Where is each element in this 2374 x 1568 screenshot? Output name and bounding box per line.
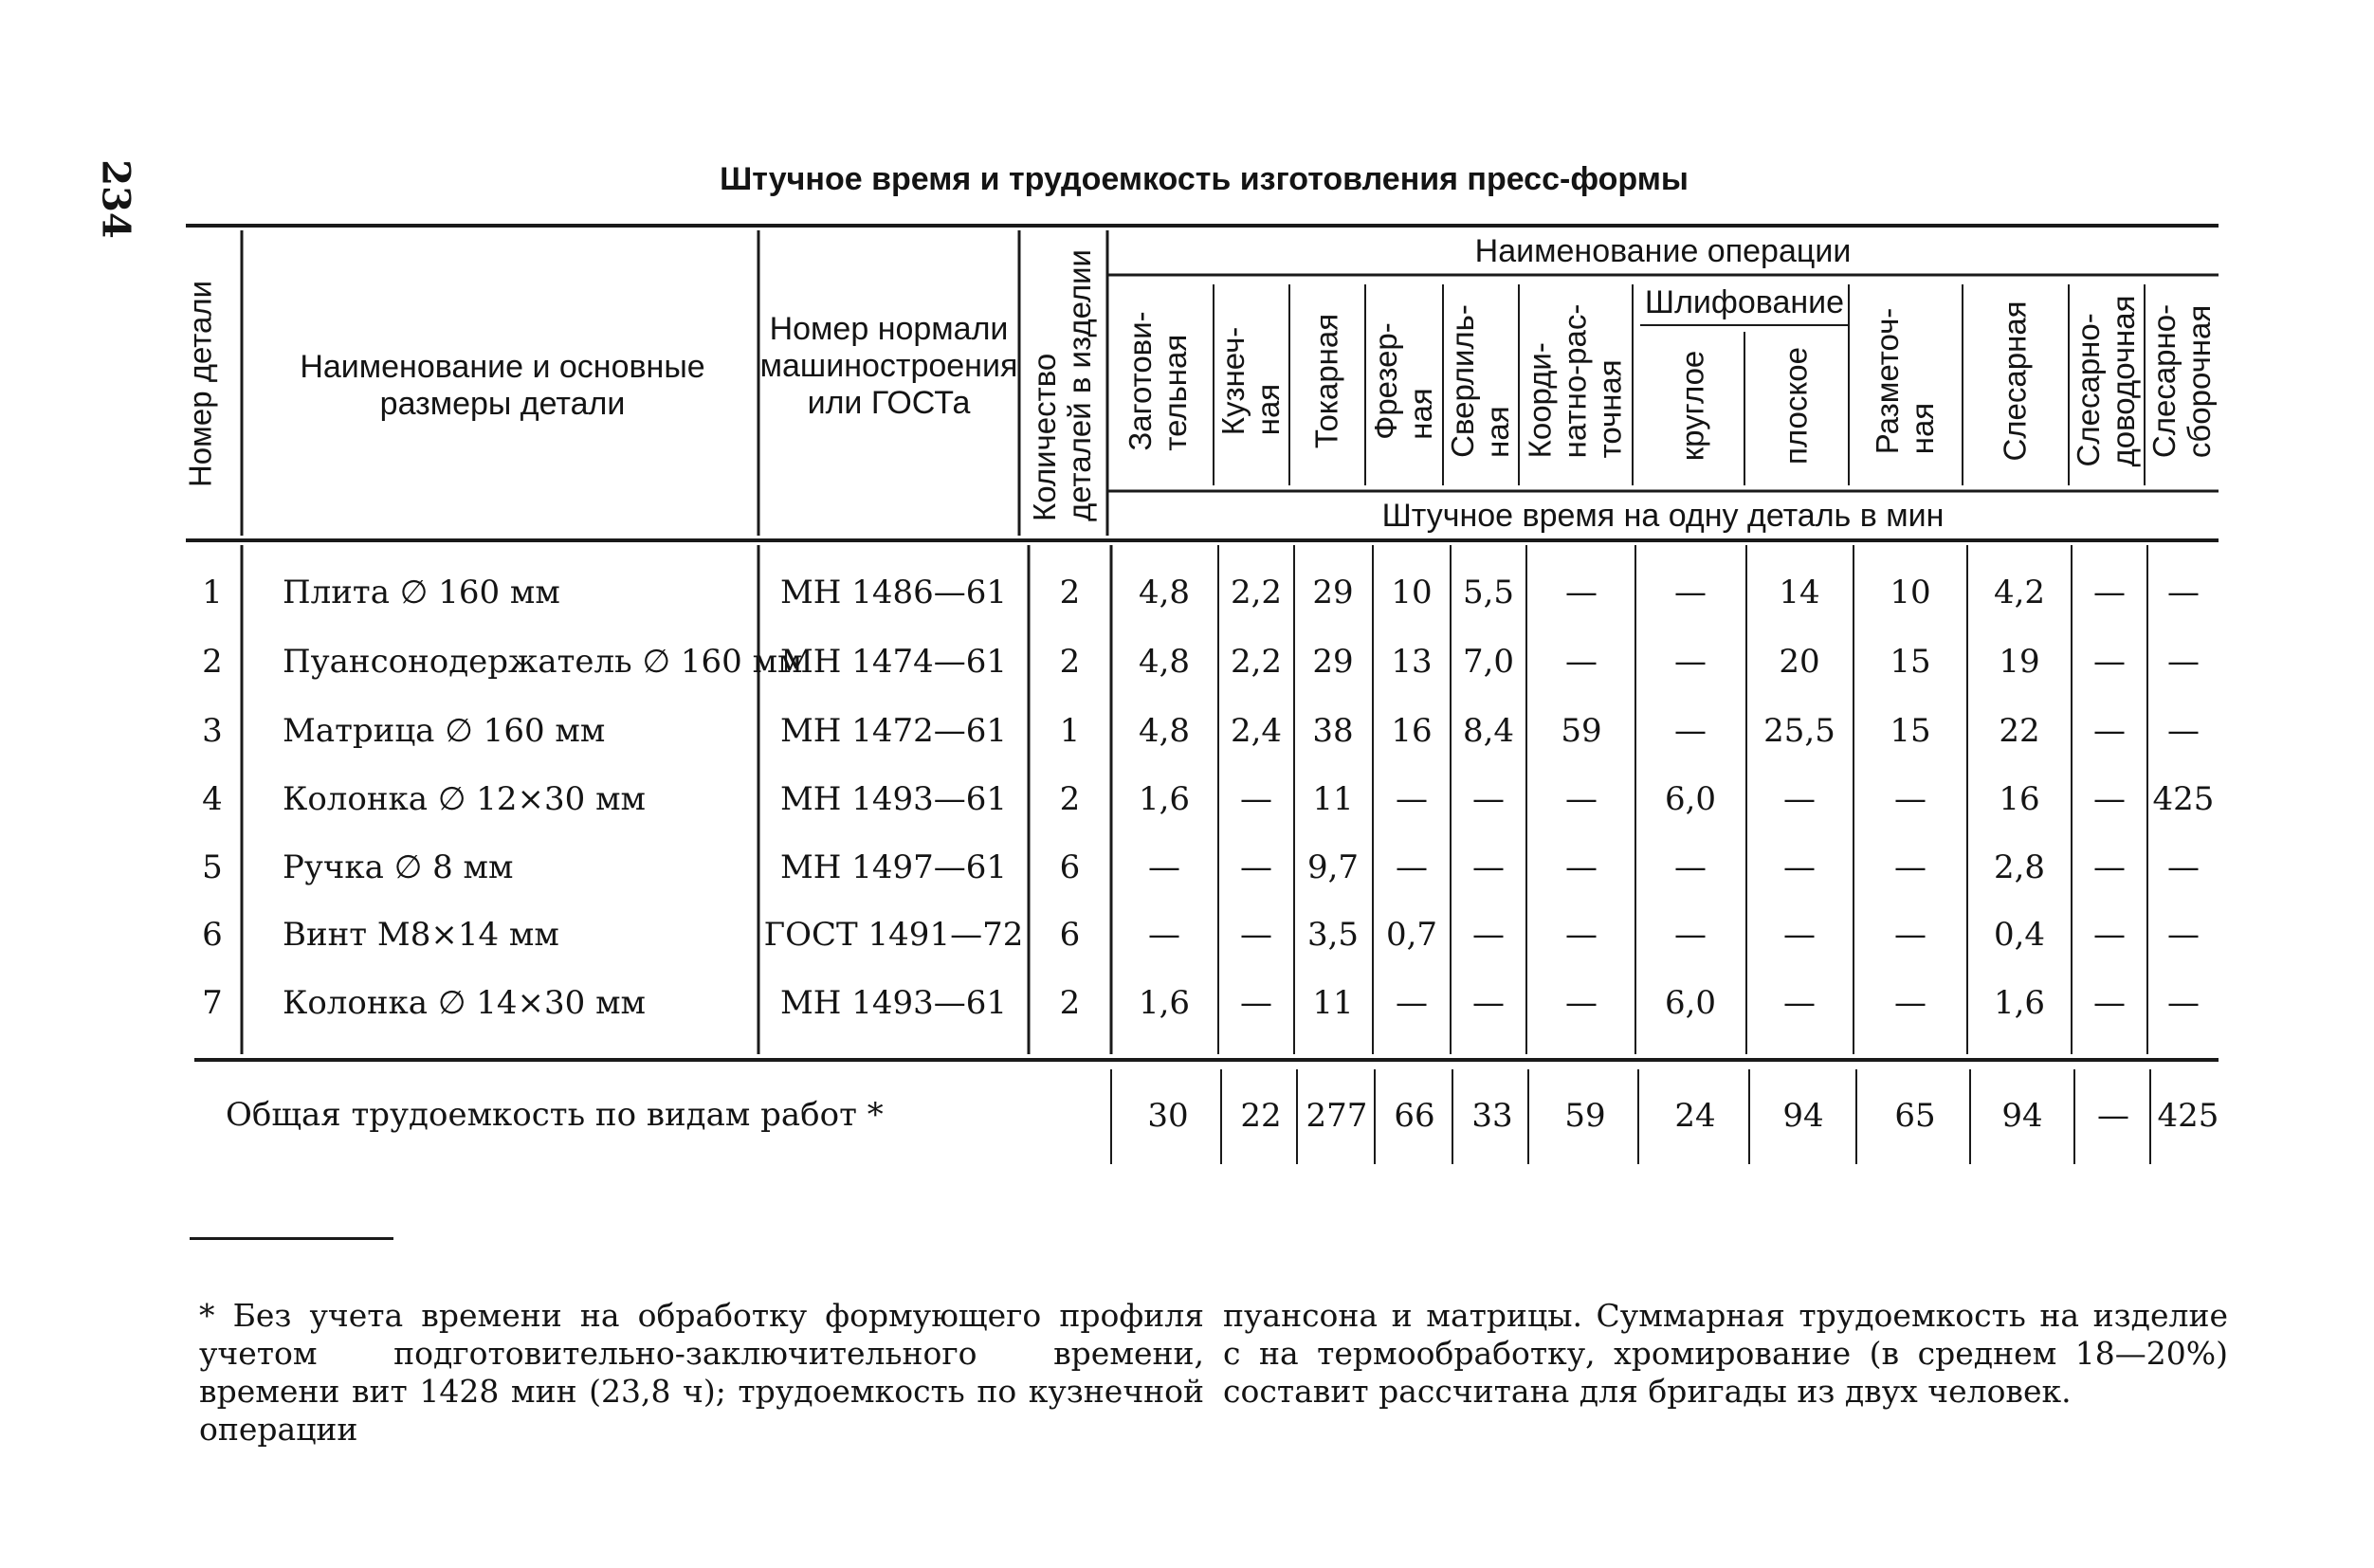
op-time-value: — [2167, 916, 2200, 954]
op-time-value: 1,6 [1138, 780, 1191, 818]
total-value: 94 [2001, 1097, 2043, 1135]
op-time-value: 1,6 [1993, 984, 2046, 1022]
op-time-value: 10 [1391, 574, 1433, 611]
total-value: 65 [1894, 1097, 1936, 1135]
op-time-value: — [2093, 916, 2126, 954]
op-time-value: 16 [1999, 780, 2040, 818]
op-time-value: — [1894, 984, 1927, 1022]
header-op-turning: Токарная [1308, 313, 1344, 449]
op-time-value: 29 [1312, 643, 1354, 681]
op-time-value: 2,2 [1230, 643, 1283, 681]
row-number: 7 [202, 984, 223, 1022]
header-op-blank: Заготови- тельная [1123, 311, 1193, 451]
header-part-name: Наименование и основные размеры детали [300, 349, 705, 423]
header-op-fitting: Слесарная [1997, 301, 2033, 462]
total-value: 59 [1564, 1097, 1606, 1135]
header-op-jig-boring: Коорди- натно-рас- точная [1522, 303, 1628, 459]
op-time-value: 29 [1312, 574, 1354, 611]
op-time-value: 14 [1779, 574, 1820, 611]
op-time-value: 13 [1391, 643, 1433, 681]
part-name: Колонка ∅ 14×30 мм [283, 984, 646, 1022]
op-time-value: — [2167, 848, 2200, 886]
op-time-value: 3,5 [1306, 916, 1360, 954]
op-time-value: 6,0 [1664, 984, 1717, 1022]
op-time-value: 4,8 [1138, 574, 1191, 611]
header-operations: Наименование операции [1474, 233, 1852, 269]
op-time-value: — [2093, 984, 2126, 1022]
part-name: Ручка ∅ 8 мм [283, 848, 514, 886]
header-op-forging: Кузнеч- ная [1215, 326, 1286, 436]
op-time-value: — [1240, 848, 1272, 886]
op-time-value: — [1565, 984, 1598, 1022]
op-time-value: — [1240, 916, 1272, 954]
part-name: Матрица ∅ 160 мм [283, 712, 606, 750]
header-op-fitting-assembly: Слесарно- сборочная [2146, 303, 2217, 459]
op-time-value: 4,2 [1993, 574, 2046, 611]
op-time-value: — [1674, 712, 1707, 750]
op-time-value: 22 [1999, 712, 2040, 750]
op-time-value: — [1472, 848, 1505, 886]
footnote-rule [190, 1237, 393, 1240]
op-time-value: — [2167, 574, 2200, 611]
op-time-value: 59 [1561, 712, 1602, 750]
op-time-value: — [1674, 574, 1707, 611]
row-number: 6 [202, 916, 223, 954]
row-number: 3 [202, 712, 223, 750]
header-norm-number: Номер нормали машиностроения или ГОСТа [759, 311, 1018, 422]
op-time-value: 2,8 [1993, 848, 2046, 886]
op-time-value: 9,7 [1306, 848, 1360, 886]
norm-number: МН 1474—61 [779, 643, 1008, 681]
op-time-value: — [1783, 780, 1816, 818]
header-op-grinding-flat: плоское [1778, 347, 1814, 465]
part-quantity: 2 [1059, 780, 1081, 818]
part-name: Плита ∅ 160 мм [283, 574, 560, 611]
total-value: — [2097, 1097, 2129, 1135]
op-time-value: — [1565, 643, 1598, 681]
op-time-value: 6,0 [1664, 780, 1717, 818]
op-time-value: 2,4 [1230, 712, 1283, 750]
footnote-right: пуансона и матрицы. Суммарная трудоемкость на изделие с на термообработку, хромирование (в среднем 18—20%) составит рассчитана для бригады из двух человек. [1223, 1297, 2228, 1410]
norm-number: МН 1493—61 [779, 780, 1008, 818]
table-title: Штучное время и трудоемкость изготовления пресс-формы [720, 161, 1689, 197]
op-time-value: — [1472, 916, 1505, 954]
op-time-value: — [1894, 916, 1927, 954]
part-name: Винт М8×14 мм [283, 916, 559, 954]
op-time-value: — [1396, 984, 1428, 1022]
op-time-value: — [2093, 848, 2126, 886]
op-time-value: 425 [2152, 780, 2215, 818]
op-time-value: 25,5 [1763, 712, 1835, 750]
header-op-drilling: Сверлиль- ная [1445, 304, 1515, 458]
op-time-value: — [1565, 916, 1598, 954]
op-time-value: — [1565, 848, 1598, 886]
op-time-value: 10 [1890, 574, 1931, 611]
op-time-value: — [2093, 643, 2126, 681]
part-quantity: 2 [1059, 643, 1081, 681]
total-value: 33 [1471, 1097, 1513, 1135]
op-time-value: — [1783, 848, 1816, 886]
op-time-value: 11 [1312, 780, 1354, 818]
total-label: Общая трудоемкость по видам работ * [226, 1096, 884, 1134]
op-time-value: 38 [1312, 712, 1354, 750]
op-time-value: — [2167, 712, 2200, 750]
norm-number: МН 1486—61 [779, 574, 1008, 611]
op-time-value: 5,5 [1462, 574, 1515, 611]
header-unit-time: Штучное время на одну деталь в мин [1381, 498, 1945, 534]
norm-number: ГОСТ 1491—72 [763, 916, 1024, 954]
header-quantity: Количество деталей в изделии [1027, 249, 1097, 521]
op-time-value: — [1894, 780, 1927, 818]
op-time-value: 11 [1312, 984, 1354, 1022]
op-time-value: 4,8 [1138, 643, 1191, 681]
op-time-value: — [1565, 574, 1598, 611]
part-name: Колонка ∅ 12×30 мм [283, 780, 646, 818]
row-number: 5 [202, 848, 223, 886]
norm-number: МН 1472—61 [779, 712, 1008, 750]
op-time-value: — [2167, 984, 2200, 1022]
op-time-value: — [1472, 780, 1505, 818]
op-time-value: 7,0 [1462, 643, 1515, 681]
op-time-value: 15 [1890, 643, 1931, 681]
op-time-value: — [1674, 848, 1707, 886]
header-op-fitting-finishing: Слесарно- доводочная [2071, 295, 2141, 467]
op-time-value: — [1148, 916, 1180, 954]
op-time-value: — [1472, 984, 1505, 1022]
row-number: 4 [202, 780, 223, 818]
total-value: 425 [2157, 1097, 2219, 1135]
op-time-value: 0,7 [1385, 916, 1438, 954]
op-time-value: — [1148, 848, 1180, 886]
op-time-value: 8,4 [1462, 712, 1515, 750]
op-time-value: — [1240, 780, 1272, 818]
op-time-value: — [1894, 848, 1927, 886]
total-value: 30 [1147, 1097, 1189, 1135]
total-value: 94 [1782, 1097, 1824, 1135]
op-time-value: 15 [1890, 712, 1931, 750]
op-time-value: — [2093, 574, 2126, 611]
total-value: 66 [1394, 1097, 1435, 1135]
total-value: 22 [1240, 1097, 1282, 1135]
op-time-value: — [1783, 984, 1816, 1022]
op-time-value: — [2093, 712, 2126, 750]
op-time-value: 4,8 [1138, 712, 1191, 750]
header-op-grinding-round: круглое [1674, 350, 1710, 462]
part-quantity: 2 [1059, 984, 1081, 1022]
header-grinding: Шлифование [1644, 284, 1845, 320]
page-number: 234 [93, 159, 138, 239]
part-quantity: 1 [1059, 712, 1081, 750]
total-value: 24 [1674, 1097, 1716, 1135]
op-time-value: — [2167, 643, 2200, 681]
row-number: 1 [202, 574, 223, 611]
part-quantity: 2 [1059, 574, 1081, 611]
header-op-marking: Разметоч- ная [1870, 307, 1940, 455]
norm-number: МН 1497—61 [779, 848, 1008, 886]
op-time-value: — [1396, 780, 1428, 818]
op-time-value: 1,6 [1138, 984, 1191, 1022]
op-time-value: — [1240, 984, 1272, 1022]
header-part-number: Номер детали [182, 280, 218, 488]
header-op-milling: Фрезер- ная [1368, 322, 1438, 440]
op-time-value: — [1396, 848, 1428, 886]
op-time-value: — [1783, 916, 1816, 954]
op-time-value: 2,2 [1230, 574, 1283, 611]
part-quantity: 6 [1059, 916, 1081, 954]
op-time-value: — [2093, 780, 2126, 818]
op-time-value: — [1674, 643, 1707, 681]
footnote-left: * Без учета времени на обработку формующего профиля учетом подготовительно-заключительного времени, времени вит 1428 мин (23,8 ч); трудоемкость по кузнечной операции [199, 1297, 1204, 1448]
op-time-value: 20 [1779, 643, 1820, 681]
op-time-value: 16 [1391, 712, 1433, 750]
op-time-value: 0,4 [1993, 916, 2046, 954]
norm-number: МН 1493—61 [779, 984, 1008, 1022]
op-time-value: — [1565, 780, 1598, 818]
op-time-value: 19 [1999, 643, 2040, 681]
part-quantity: 6 [1059, 848, 1081, 886]
total-value: 277 [1306, 1097, 1368, 1135]
row-number: 2 [202, 643, 223, 681]
part-name: Пуансонодержатель ∅ 160 мм [283, 643, 803, 681]
op-time-value: — [1674, 916, 1707, 954]
